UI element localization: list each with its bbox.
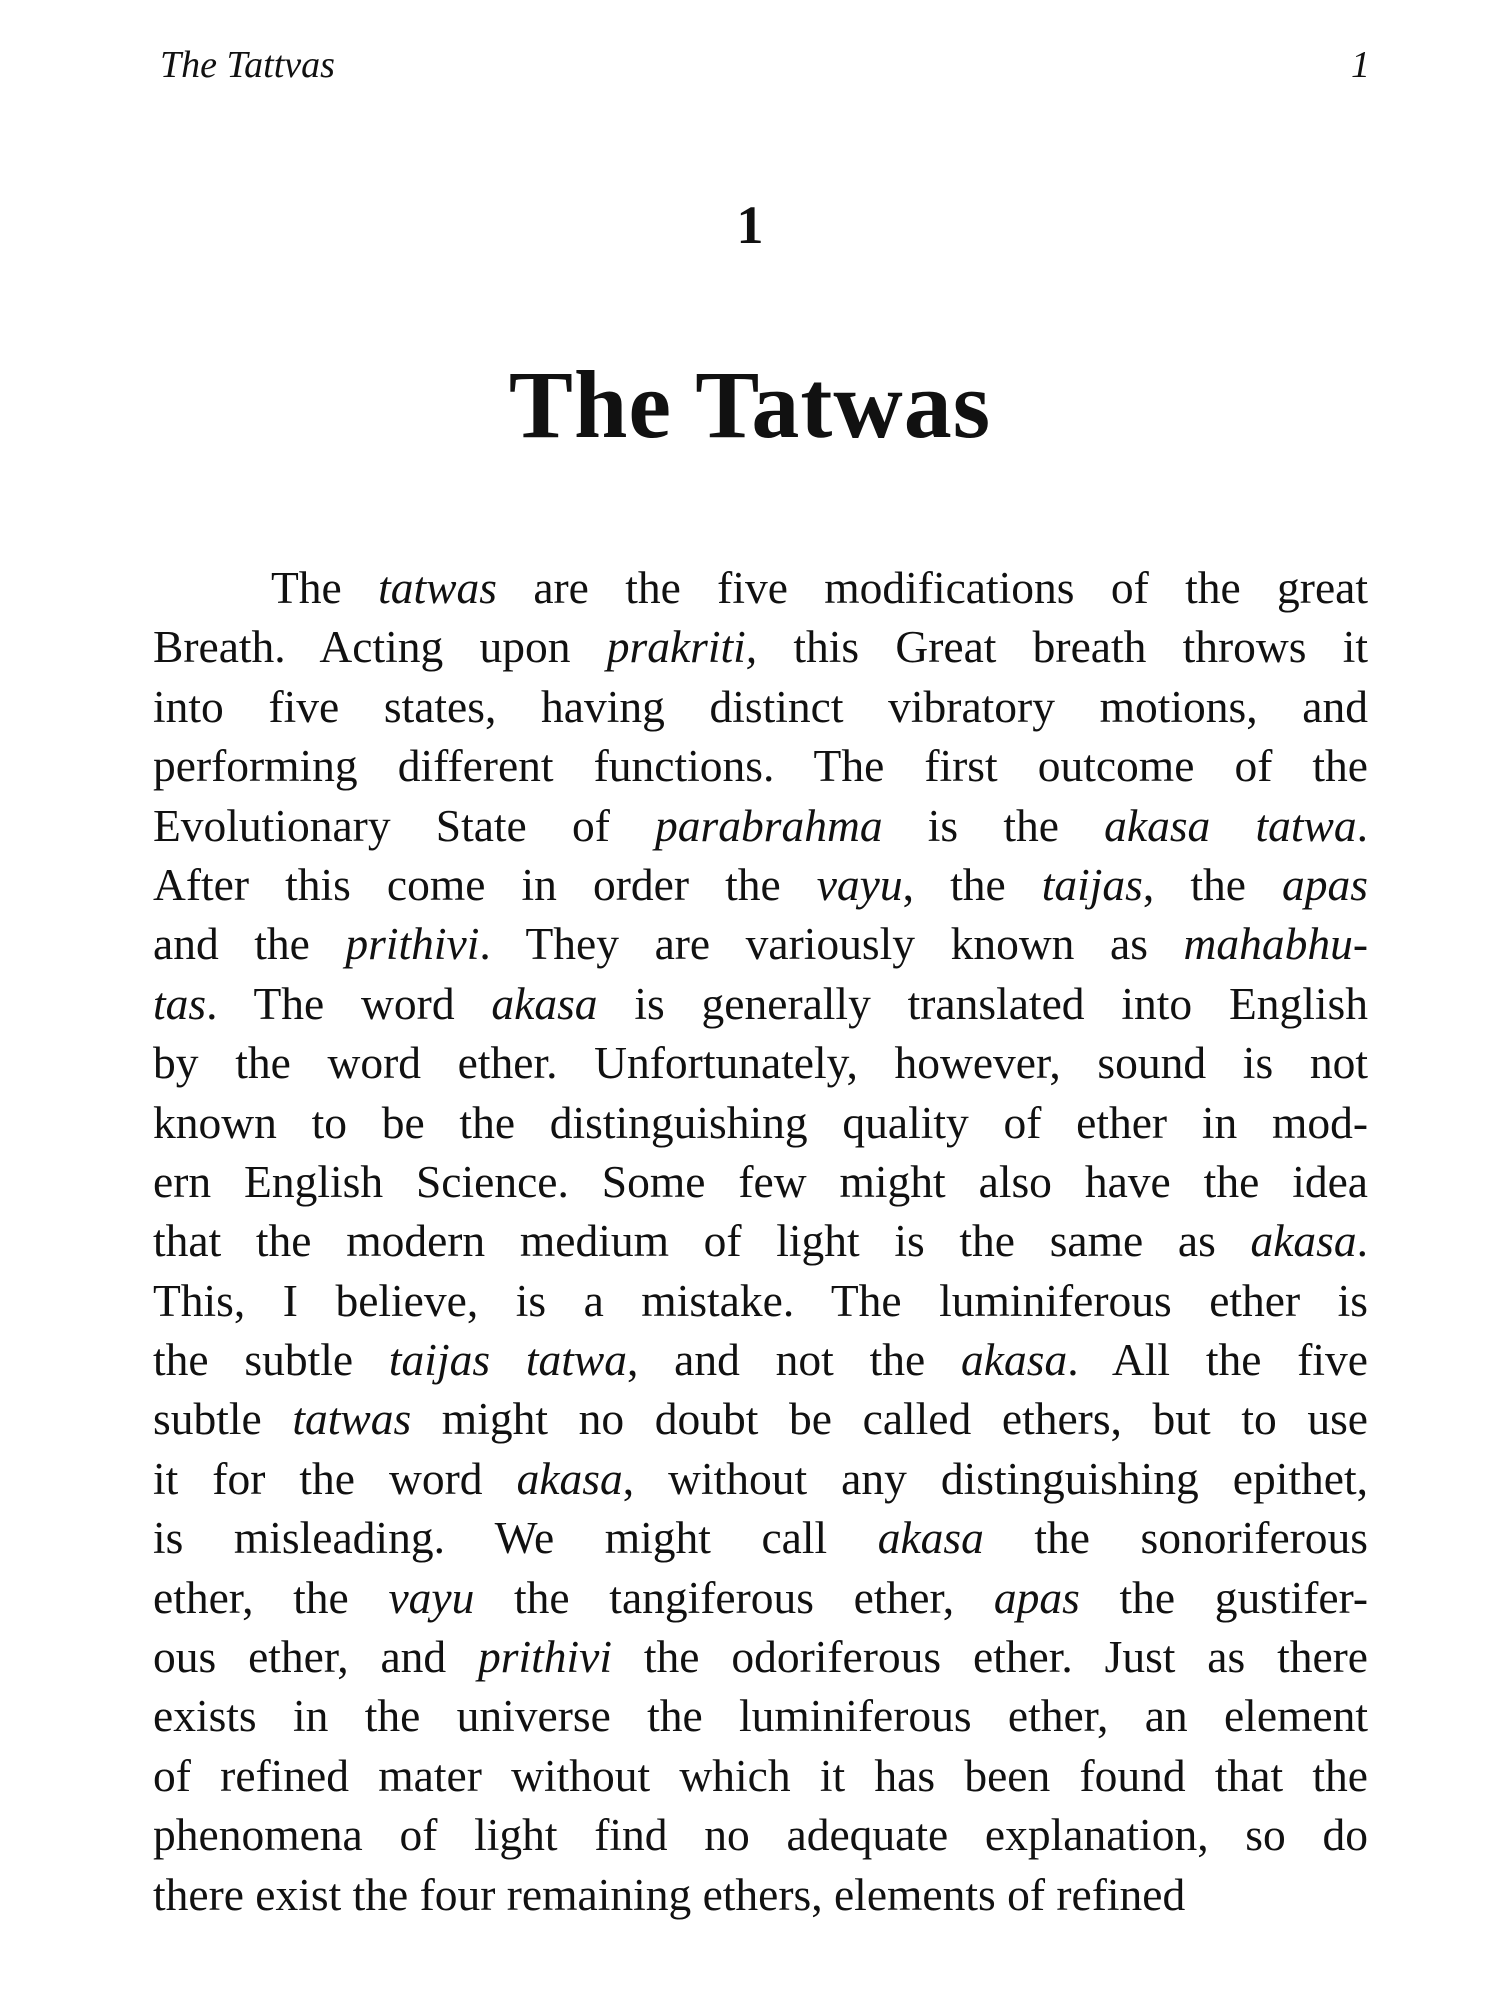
text-run: that the modern medium of light is the same as <box>153 1215 1251 1267</box>
italic-term: tatwas <box>378 562 497 613</box>
text-run: is the <box>882 799 1105 851</box>
italic-term: akasa <box>516 1452 623 1504</box>
text-line <box>153 1093 1368 1152</box>
text-line <box>153 1805 1368 1864</box>
italic-term: prithivi <box>478 1631 612 1683</box>
text-run: known to be the distinguishing quality of ether in mod- <box>153 1096 1368 1148</box>
text-line <box>153 1271 1368 1330</box>
italic-term: akasa <box>877 1512 984 1564</box>
text-run: . <box>1356 1215 1368 1267</box>
text-line <box>153 914 1368 973</box>
text-run: , the <box>1142 858 1283 910</box>
italic-term: vayu <box>816 858 903 910</box>
text-line <box>153 1865 1368 1924</box>
italic-term: akasa <box>961 1334 1068 1386</box>
text-line <box>153 558 1368 617</box>
italic-term: akasa <box>491 977 598 1029</box>
text-line <box>153 736 1368 795</box>
text-run: the sonoriferous <box>983 1512 1368 1564</box>
italic-term: tas <box>153 977 207 1029</box>
italic-term: mahabhu- <box>1183 918 1368 970</box>
text-run: ern English Science. Some few might also have the idea <box>153 1155 1368 1207</box>
text-line <box>153 1152 1368 1211</box>
page-number: 1 <box>1351 44 1370 86</box>
text-run: the gustifer- <box>1079 1571 1368 1623</box>
text-line <box>153 1449 1368 1508</box>
text-line <box>153 1033 1368 1092</box>
text-run: there exist the four remaining ethers, elements of refined <box>153 1868 1186 1920</box>
running-head-title: The Tattvas <box>160 44 335 86</box>
text-run: ether, the <box>153 1571 389 1623</box>
text-line <box>153 1627 1368 1686</box>
text-line <box>153 796 1368 855</box>
text-line <box>153 1389 1368 1448</box>
text-run: Evolutionary State of <box>153 799 656 851</box>
italic-term: akasa tatwa <box>1104 799 1357 851</box>
text-run: phenomena of light find no adequate explanation, so do <box>153 1809 1368 1861</box>
text-run: the tangiferous ether, <box>474 1571 994 1623</box>
text-line <box>153 974 1368 1033</box>
text-run: ous ether, and <box>153 1631 479 1683</box>
italic-term: prithivi <box>345 918 480 970</box>
text-run: the subtle <box>153 1334 389 1386</box>
text-run: and the <box>153 918 346 970</box>
italic-term: akasa <box>1250 1215 1357 1267</box>
text-run: , and not the <box>626 1334 962 1386</box>
text-run: . They are variously known as <box>479 918 1184 970</box>
text-run: is generally translated into English <box>597 977 1368 1029</box>
text-run: this Great breath throws it <box>757 621 1369 673</box>
chapter-number: 1 <box>736 195 764 255</box>
text-run: it for the word <box>153 1452 517 1504</box>
text-run: This, I believe, is a mistake. The luminiferous ether is <box>153 1274 1368 1326</box>
text-run: is misleading. We might call <box>153 1512 878 1564</box>
text-run: of refined mater without which it has been found that the <box>153 1749 1368 1801</box>
text-run: , without any distinguishing epithet, <box>622 1452 1368 1504</box>
text-run: into five states, having distinct vibratory motions, and <box>153 680 1368 732</box>
text-line <box>153 1568 1368 1627</box>
text-run: are the five modifications of the great <box>496 562 1368 613</box>
text-run: the odoriferous ether. Just as there <box>611 1631 1368 1683</box>
text-line <box>153 855 1368 914</box>
text-line <box>153 617 1368 676</box>
text-run: The <box>271 562 379 613</box>
italic-term: parabrahma <box>655 799 883 851</box>
italic-term: taijas <box>1041 858 1143 910</box>
text-run: . <box>1356 799 1368 851</box>
text-line <box>153 1508 1368 1567</box>
text-run: After this come in order the <box>153 858 817 910</box>
chapter-title: The Tatwas <box>508 351 992 458</box>
text-run: by the word ether. Unfortunately, however, sound is not <box>153 1037 1368 1089</box>
text-run: , the <box>902 858 1042 910</box>
body-paragraph <box>153 558 1368 1924</box>
italic-term: taijas tatwa <box>388 1334 627 1386</box>
italic-term: tatwas <box>292 1393 412 1445</box>
italic-term: apas <box>1282 858 1368 910</box>
italic-term: prakriti, <box>606 621 758 673</box>
text-line <box>153 677 1368 736</box>
text-line <box>153 1746 1368 1805</box>
italic-term: apas <box>993 1571 1080 1623</box>
italic-term: vayu <box>388 1571 475 1623</box>
text-line <box>153 1211 1368 1270</box>
text-run: might no doubt be called ethers, but to use <box>411 1393 1369 1445</box>
running-head <box>160 40 1370 90</box>
text-run: exists in the universe the luminiferous ether, an element <box>153 1690 1368 1742</box>
text-run: performing different functions. The first outcome of the <box>153 740 1368 792</box>
text-run: . The word <box>206 977 492 1029</box>
text-line <box>153 1686 1368 1745</box>
text-run: Breath. Acting upon <box>153 621 607 673</box>
text-run: . All the five <box>1067 1334 1368 1386</box>
text-line <box>153 1330 1368 1389</box>
text-run: subtle <box>153 1393 293 1445</box>
